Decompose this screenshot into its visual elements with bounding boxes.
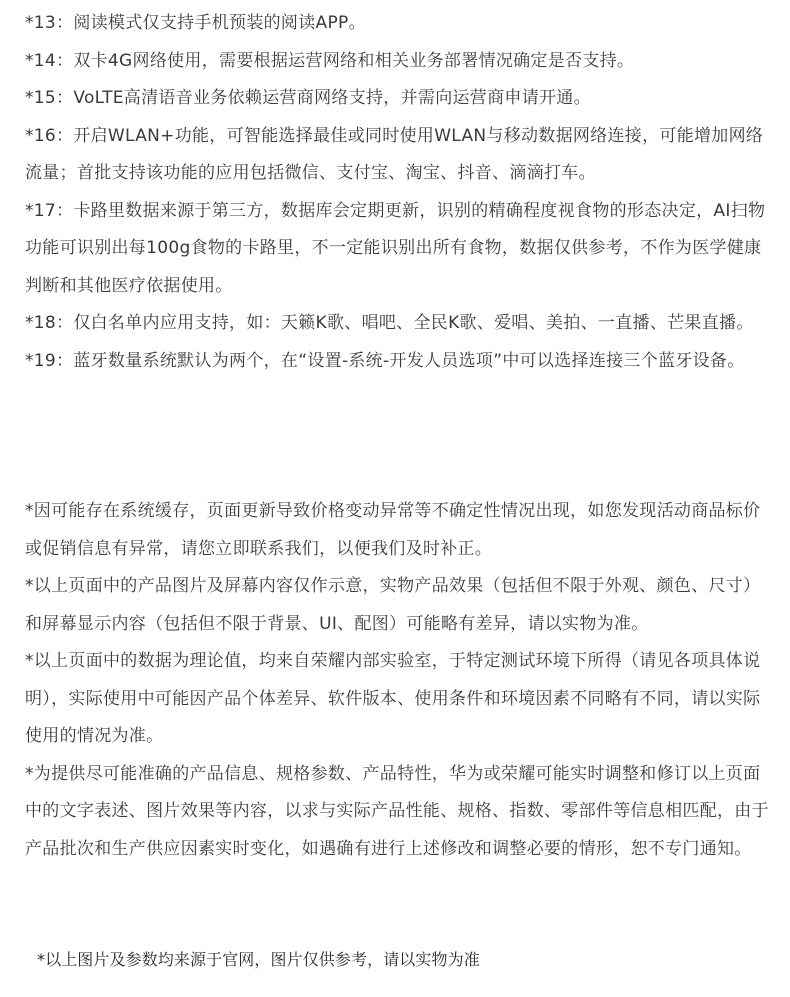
footnote-15: *15：VoLTE高清语音业务依赖运营商网络支持，并需向运营商申请开通。 xyxy=(25,88,591,108)
footnote-18: *18：仅白名单内应用支持，如：天籁K歌、唱吧、全民K歌、爱唱、美拍、一直播、芒果直播。 xyxy=(25,313,754,333)
footnote-list xyxy=(25,5,775,380)
footer-note: *以上图片及参数均来源于官网，图片仅供参考，请以实物为准 xyxy=(37,950,480,969)
footnote-17: *17：卡路里数据来源于第三方，数据库会定期更新，识别的精确程度视食物的形态决定，AI扫物功能可识别出每100g食物的卡路里，不一定能识别出所有食物，数据仅供参考，不作为医学健康判断和其他医疗依据使用。 xyxy=(25,200,766,296)
footnote-19: *19：蓝牙数量系统默认为两个，在“设置-系统-开发人员选项”中可以选择连接三个蓝牙设备。 xyxy=(25,350,745,371)
disclaimer-block xyxy=(25,493,777,868)
disclaimer-content-revisions: *为提供尽可能准确的产品信息、规格参数、产品特性，华为或荣耀可能实时调整和修订以上页面中的文字表述、图片效果等内容，以求与实际产品性能、规格、指数、零部件等信息相匹配，由于产品批次和生产供应因素实时变化，如遇确有进行上述修改和调整必要的情形，恕不专门通知。 xyxy=(25,763,769,859)
footnote-13: *13：阅读模式仅支持手机预装的阅读APP。 xyxy=(25,13,366,33)
disclaimer-price-cache: *因可能存在系统缓存，页面更新导致价格变动异常等不确定性情况出现，如您发现活动商品标价或促销信息有异常，请您立即联系我们，以便我们及时补正。 xyxy=(25,501,761,559)
disclaimer-product-images: *以上页面中的产品图片及屏幕内容仅作示意，实物产品效果（包括但不限于外观、颜色、尺寸）和屏幕显示内容（包括但不限于背景、UI、配图）可能略有差异，请以实物为准。 xyxy=(25,576,761,634)
footnote-14: *14：双卡4G网络使用，需要根据运营网络和相关业务部署情况确定是否支持。 xyxy=(25,50,635,71)
disclaimer-lab-data: *以上页面中的数据为理论值，均来自荣耀内部实验室，于特定测试环境下所得（请见各项具体说明），实际使用中可能因产品个体差异、软件版本、使用条件和环境因素不同略有不同，请以实际使用的情况为准。 xyxy=(25,651,761,746)
footnote-16: *16：开启WLAN+功能，可智能选择最佳或同时使用WLAN与移动数据网络连接，可能增加网络流量；首批支持该功能的应用包括微信、支付宝、淘宝、抖音、滴滴打车。 xyxy=(25,125,764,183)
